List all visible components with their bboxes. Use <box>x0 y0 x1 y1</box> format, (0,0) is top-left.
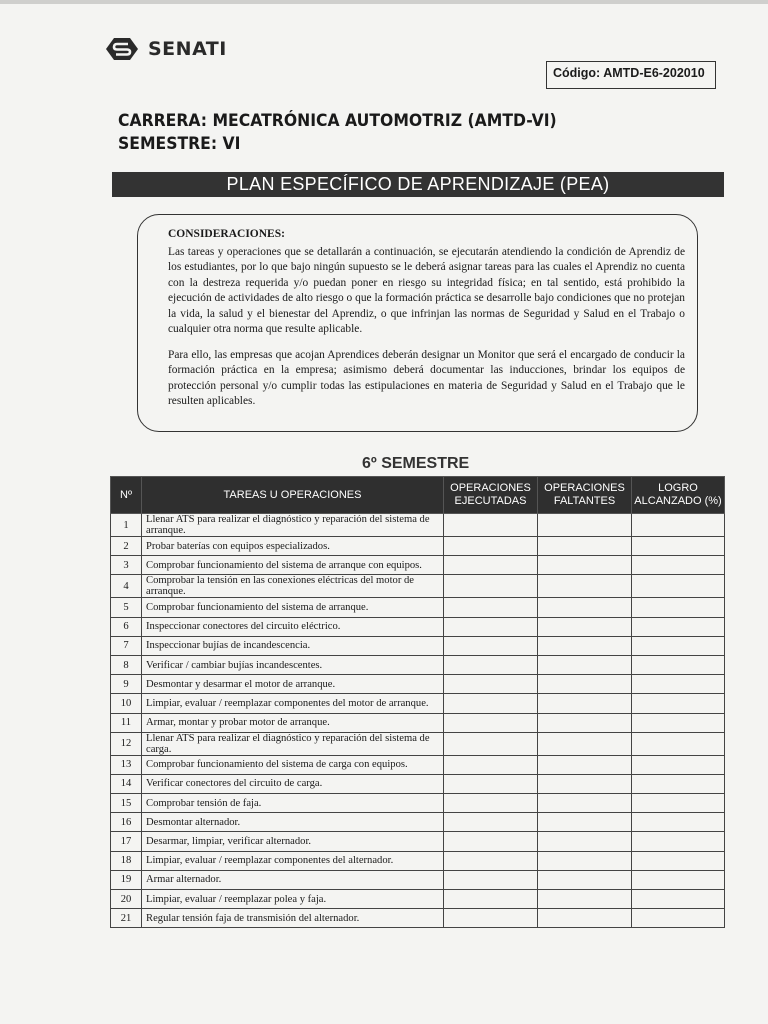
row-missing-cell[interactable] <box>538 851 632 870</box>
row-missing-cell[interactable] <box>538 655 632 674</box>
senati-logo <box>104 36 227 62</box>
col-header-achievement: LOGRO ALCANZADO (%) <box>632 477 725 514</box>
table-header-row <box>111 477 725 514</box>
row-executed-cell[interactable] <box>444 870 538 889</box>
row-task: Limpiar, evaluar / reemplazar componentes del motor de arranque. <box>142 694 444 713</box>
row-executed-cell[interactable] <box>444 617 538 636</box>
table-row <box>111 675 725 694</box>
table-row <box>111 694 725 713</box>
row-number: 8 <box>111 655 142 674</box>
table-row <box>111 514 725 537</box>
row-task: Desarmar, limpiar, verificar alternador. <box>142 832 444 851</box>
col-header-missing: OPERACIONES FALTANTES <box>538 477 632 514</box>
row-task: Inspeccionar conectores del circuito eléctrico. <box>142 617 444 636</box>
row-executed-cell[interactable] <box>444 851 538 870</box>
row-achievement-cell[interactable] <box>632 713 725 732</box>
row-number: 21 <box>111 909 142 928</box>
col-header-tasks: TAREAS U OPERACIONES <box>142 477 444 514</box>
table-row <box>111 870 725 889</box>
table-row <box>111 832 725 851</box>
row-task: Desmontar y desarmar el motor de arranque. <box>142 675 444 694</box>
row-executed-cell[interactable] <box>444 636 538 655</box>
row-achievement-cell[interactable] <box>632 636 725 655</box>
row-missing-cell[interactable] <box>538 694 632 713</box>
row-task: Regular tensión faja de transmisión del alternador. <box>142 909 444 928</box>
row-missing-cell[interactable] <box>538 890 632 909</box>
row-missing-cell[interactable] <box>538 636 632 655</box>
row-achievement-cell[interactable] <box>632 655 725 674</box>
row-task: Limpiar, evaluar / reemplazar polea y faja. <box>142 890 444 909</box>
row-achievement-cell[interactable] <box>632 813 725 832</box>
table-row <box>111 755 725 774</box>
table-row <box>111 556 725 575</box>
row-task: Desmontar alternador. <box>142 813 444 832</box>
career-title: CARRERA: MECATRÓNICA AUTOMOTRIZ (AMTD-VI) <box>118 111 557 131</box>
row-number: 19 <box>111 870 142 889</box>
row-number: 16 <box>111 813 142 832</box>
row-executed-cell[interactable] <box>444 713 538 732</box>
row-executed-cell[interactable] <box>444 774 538 793</box>
row-missing-cell[interactable] <box>538 713 632 732</box>
row-missing-cell[interactable] <box>538 575 632 598</box>
considerations-paragraph-2: Para ello, las empresas que acojan Aprendices deberán designar un Monitor que será el encargado de conducir la formación práctica en la empresa; asimismo deberá documentar las inducciones, brindar los equipos de protección personal y/o cumplir todas las estipulaciones en materia de Seguridad y Salud en el Trabajo que le resulten aplicables. <box>168 348 685 407</box>
row-executed-cell[interactable] <box>444 890 538 909</box>
row-task: Limpiar, evaluar / reemplazar componentes del alternador. <box>142 851 444 870</box>
row-executed-cell[interactable] <box>444 675 538 694</box>
row-achievement-cell[interactable] <box>632 909 725 928</box>
table-row <box>111 890 725 909</box>
row-achievement-cell[interactable] <box>632 556 725 575</box>
row-achievement-cell[interactable] <box>632 890 725 909</box>
row-achievement-cell[interactable] <box>632 575 725 598</box>
row-task: Comprobar funcionamiento del sistema de arranque con equipos. <box>142 556 444 575</box>
table-row <box>111 655 725 674</box>
row-task: Probar baterías con equipos especializados. <box>142 537 444 556</box>
table-row <box>111 813 725 832</box>
row-missing-cell[interactable] <box>538 774 632 793</box>
row-missing-cell[interactable] <box>538 556 632 575</box>
plan-banner: PLAN ESPECÍFICO DE APRENDIZAJE (PEA) <box>112 172 724 197</box>
row-number: 17 <box>111 832 142 851</box>
row-executed-cell[interactable] <box>444 813 538 832</box>
row-number: 7 <box>111 636 142 655</box>
row-task: Comprobar la tensión en las conexiones eléctricas del motor de arranque. <box>142 575 444 598</box>
considerations-box <box>137 214 698 432</box>
row-task: Llenar ATS para realizar el diagnóstico y reparación del sistema de carga. <box>142 732 444 755</box>
row-executed-cell[interactable] <box>444 794 538 813</box>
senati-logo-icon <box>104 36 140 62</box>
table-row <box>111 909 725 928</box>
row-executed-cell[interactable] <box>444 598 538 617</box>
row-achievement-cell[interactable] <box>632 870 725 889</box>
row-task: Comprobar funcionamiento del sistema de arranque. <box>142 598 444 617</box>
row-number: 15 <box>111 794 142 813</box>
tasks-table <box>110 476 725 928</box>
row-number: 20 <box>111 890 142 909</box>
row-task: Armar, montar y probar motor de arranque. <box>142 713 444 732</box>
row-number: 4 <box>111 575 142 598</box>
semester-heading: 6º SEMESTRE <box>362 455 470 472</box>
row-achievement-cell[interactable] <box>632 694 725 713</box>
table-row <box>111 575 725 598</box>
row-task: Comprobar tensión de faja. <box>142 794 444 813</box>
row-missing-cell[interactable] <box>538 755 632 774</box>
row-executed-cell[interactable] <box>444 909 538 928</box>
row-number: 10 <box>111 694 142 713</box>
row-achievement-cell[interactable] <box>632 537 725 556</box>
row-executed-cell[interactable] <box>444 655 538 674</box>
row-missing-cell[interactable] <box>538 870 632 889</box>
row-achievement-cell[interactable] <box>632 794 725 813</box>
row-achievement-cell[interactable] <box>632 755 725 774</box>
row-number: 13 <box>111 755 142 774</box>
row-number: 12 <box>111 732 142 755</box>
table-row <box>111 774 725 793</box>
row-missing-cell[interactable] <box>538 617 632 636</box>
row-missing-cell[interactable] <box>538 537 632 556</box>
table-row <box>111 732 725 755</box>
row-task: Comprobar funcionamiento del sistema de carga con equipos. <box>142 755 444 774</box>
page-top-edge <box>0 0 768 4</box>
brand-name: SENATI <box>148 38 227 60</box>
row-executed-cell[interactable] <box>444 732 538 755</box>
row-missing-cell[interactable] <box>538 675 632 694</box>
row-executed-cell[interactable] <box>444 575 538 598</box>
row-number: 1 <box>111 514 142 537</box>
row-task: Verificar / cambiar bujías incandescentes. <box>142 655 444 674</box>
row-achievement-cell[interactable] <box>632 675 725 694</box>
row-number: 2 <box>111 537 142 556</box>
row-executed-cell[interactable] <box>444 514 538 537</box>
row-number: 11 <box>111 713 142 732</box>
tasks-table-body <box>111 514 725 928</box>
considerations-title: CONSIDERACIONES: <box>168 228 285 240</box>
row-missing-cell[interactable] <box>538 832 632 851</box>
row-missing-cell[interactable] <box>538 514 632 537</box>
row-number: 9 <box>111 675 142 694</box>
row-task: Verificar conectores del circuito de carga. <box>142 774 444 793</box>
col-header-executed: OPERACIONES EJECUTADAS <box>444 477 538 514</box>
row-missing-cell[interactable] <box>538 909 632 928</box>
row-number: 5 <box>111 598 142 617</box>
row-achievement-cell[interactable] <box>632 598 725 617</box>
row-executed-cell[interactable] <box>444 755 538 774</box>
row-missing-cell[interactable] <box>538 813 632 832</box>
row-achievement-cell[interactable] <box>632 851 725 870</box>
table-row <box>111 851 725 870</box>
row-executed-cell[interactable] <box>444 832 538 851</box>
col-header-num: Nº <box>111 477 142 514</box>
row-number: 3 <box>111 556 142 575</box>
table-row <box>111 598 725 617</box>
row-number: 14 <box>111 774 142 793</box>
row-executed-cell[interactable] <box>444 537 538 556</box>
row-missing-cell[interactable] <box>538 794 632 813</box>
table-row <box>111 537 725 556</box>
row-missing-cell[interactable] <box>538 598 632 617</box>
semester-title: SEMESTRE: VI <box>118 134 241 154</box>
row-missing-cell[interactable] <box>538 732 632 755</box>
considerations-paragraph-1: Las tareas y operaciones que se detallarán a continuación, se ejecutarán atendiendo la condición de Aprendiz de los estudiantes, por lo que bajo ningún supuesto se le deberá asignar tareas para las cuales el Aprendiz no cuenta con la destreza requerida y/o puedan poner en riesgo su integridad física; en tal sentido, está prohibido la ejecución de actividades de alto riesgo o que la formación práctica se desarrolle bajo condiciones que no protejan la vida, la salud y el bienestar del Aprendiz, o que infrinjan las normas de Seguridad y Salud en el Trabajo o cualquier otra norma que resulte aplicable. <box>168 245 685 335</box>
row-achievement-cell[interactable] <box>632 514 725 537</box>
row-achievement-cell[interactable] <box>632 774 725 793</box>
row-executed-cell[interactable] <box>444 556 538 575</box>
table-row <box>111 794 725 813</box>
row-achievement-cell[interactable] <box>632 832 725 851</box>
table-row <box>111 636 725 655</box>
row-task: Inspeccionar bujías de incandescencia. <box>142 636 444 655</box>
row-task: Llenar ATS para realizar el diagnóstico y reparación del sistema de arranque. <box>142 514 444 537</box>
table-row <box>111 713 725 732</box>
row-number: 18 <box>111 851 142 870</box>
table-row <box>111 617 725 636</box>
row-achievement-cell[interactable] <box>632 732 725 755</box>
document-code: Código: AMTD-E6-202010 <box>546 61 716 89</box>
row-achievement-cell[interactable] <box>632 617 725 636</box>
row-task: Armar alternador. <box>142 870 444 889</box>
row-executed-cell[interactable] <box>444 694 538 713</box>
row-number: 6 <box>111 617 142 636</box>
